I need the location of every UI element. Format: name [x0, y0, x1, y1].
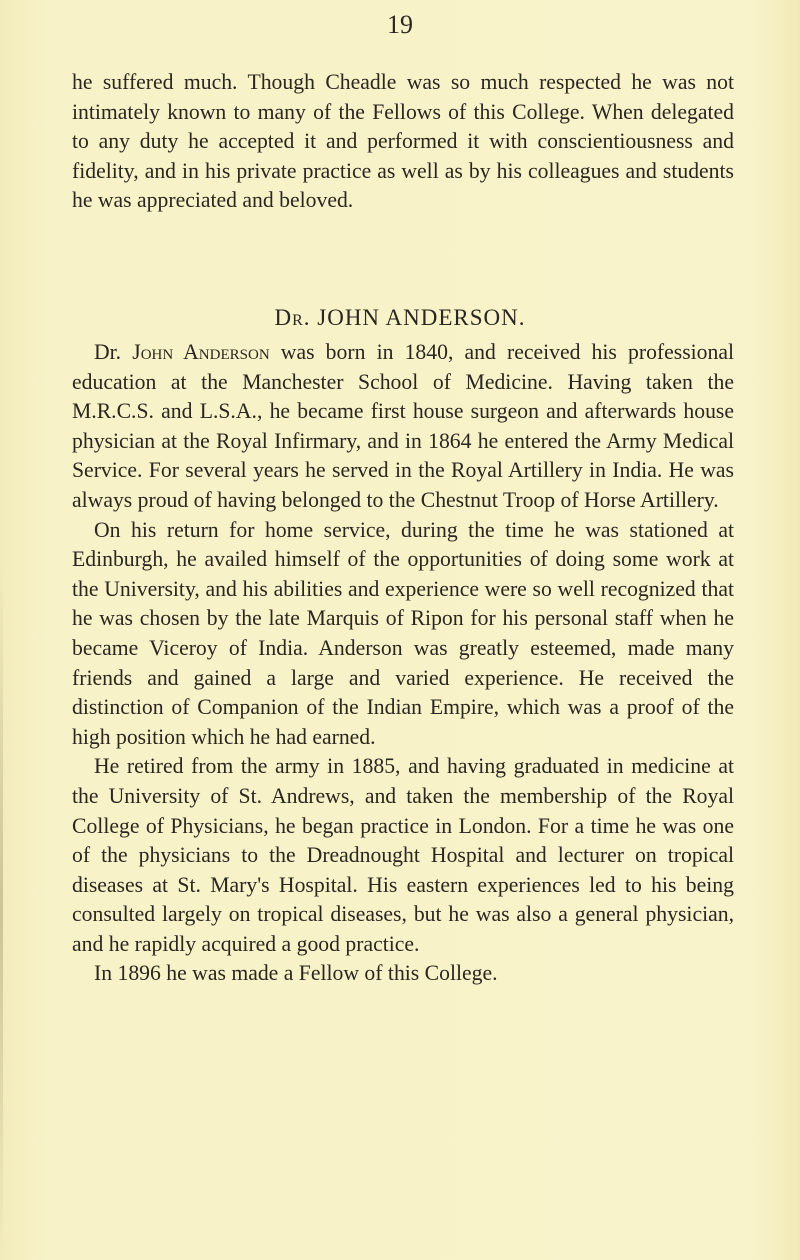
heading-prefix: Dr.: [274, 305, 318, 330]
top-paragraph: he suffered much. Though Cheadle was so much respected he was not intimately known to many of the Fellows of this College. When delegated to any duty he accepted it and performed it with conscientiousness and fidelity, and in his private practice as well as by his colleagues and students he was appreciated and beloved.: [72, 70, 734, 213]
top-text-block: [72, 68, 734, 216]
para1-lead-title: Dr.: [94, 340, 133, 364]
page-number: 19: [387, 10, 413, 39]
body-text-block: [72, 338, 734, 989]
binding-shadow: [0, 560, 3, 1260]
paragraph-1: [72, 338, 734, 516]
paragraph-2: On his return for home service, during the time he was stationed at Edinburgh, he availed himself of the opportunities of doing some work at the University, and his abilities and experience were so well recognized that he was chosen by the late Marquis of Ripon for his personal staff when he became Viceroy of India. Anderson was greatly esteemed, made many friends and gained a large and varied experience. He received the distinction of Companion of the Indian Empire, which was a proof of the high position which he had earned.: [72, 517, 734, 749]
section-heading: [0, 305, 800, 331]
para1-lead-name: John Anderson: [132, 340, 270, 364]
para1-rest: was born in 1840, and received his professional education at the Manchester School of Medicine. Having taken the M.R.C.S. and L.S.A., he became first house surgeon and afterwards house physician at the Royal Infirmary, and in 1864 he entered the Army Medical Service. For several years he served in the Royal Artillery in India. He was always proud of having belonged to the Chestnut Troop of Horse Artillery.: [72, 340, 735, 512]
heading-name: JOHN ANDERSON.: [317, 305, 526, 330]
paragraph-4: In 1896 he was made a Fellow of this College.: [94, 961, 498, 986]
paragraph-3: He retired from the army in 1885, and having graduated in medicine at the University of St. Andrews, and taken the membership of the Royal College of Physicians, he began practice in London. For a time he was one of the physicians to the Dreadnought Hospital and lecturer on tropical diseases at St. Mary's Hospital. His eastern experiences led to his being consulted largely on tropical diseases, but he was also a general physician, and he rapidly acquired a good practice.: [72, 754, 734, 956]
